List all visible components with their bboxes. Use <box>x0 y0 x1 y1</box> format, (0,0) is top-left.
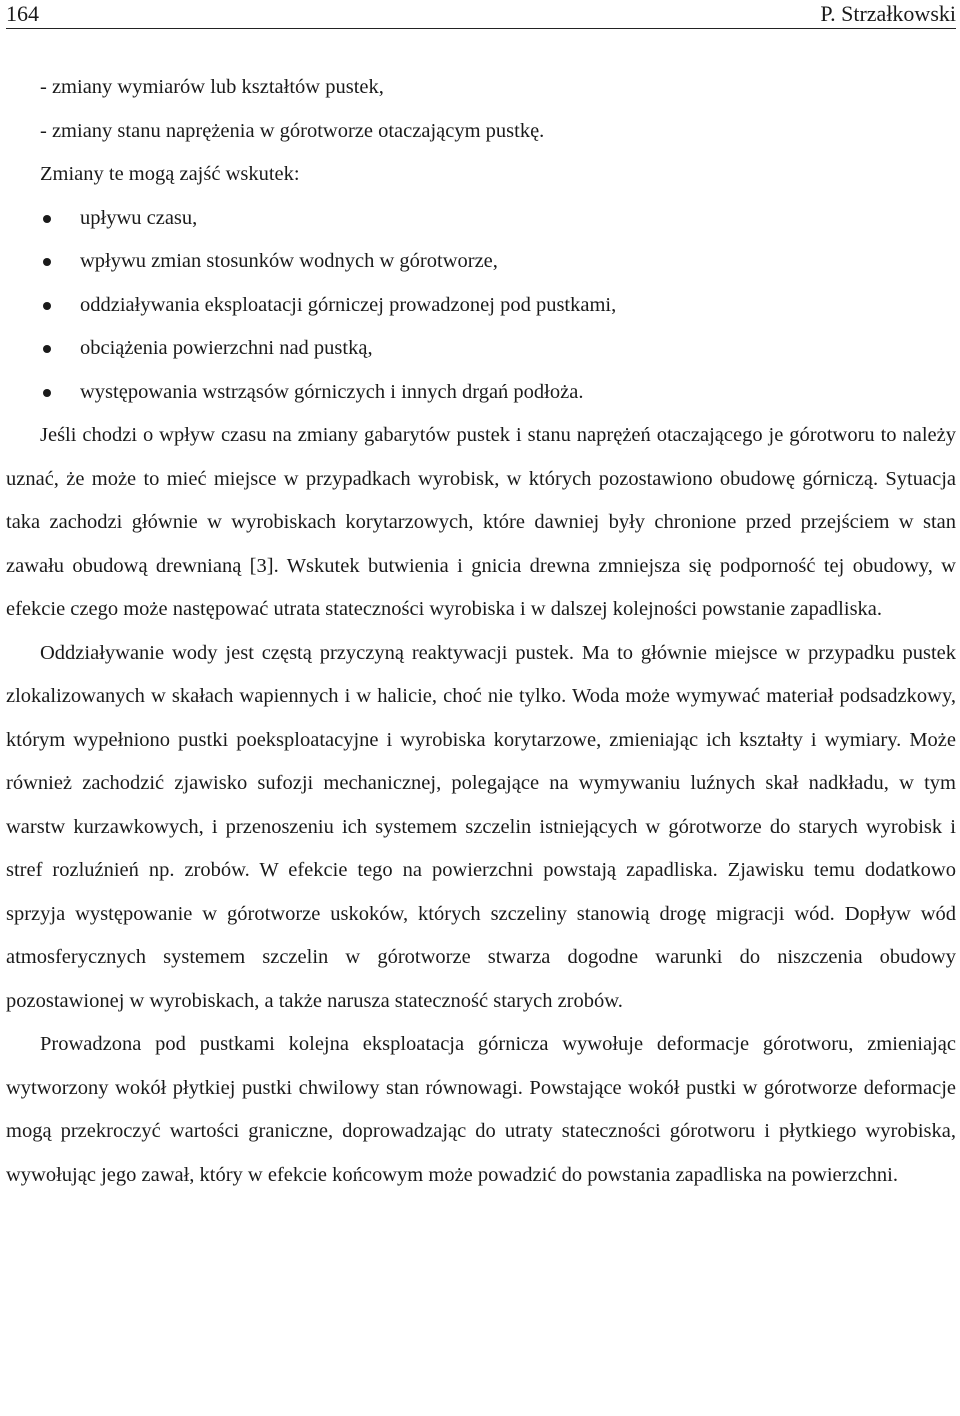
paragraph-mining-effects: Prowadzona pod pustkami kolejna eksploatacja górnicza wywołuje deformacje górotworu, zmieniając wytworzony wokół płytkiej pustki chwilowy stan równowagi. Powstające wokół pustki w górotworze deformacje mogą przekroczyć wartości graniczne, doprowadzając do utraty stateczności górotworu i płytkiego wyrobiska, wywołując jego zawał, który w efekcie końcowym może powadzić do powstania zapadliska na powierzchni. <box>6 1033 956 1186</box>
bullet-icon <box>43 258 51 266</box>
bullet-icon <box>43 389 51 397</box>
list-item-text: upływu czasu, <box>80 206 198 229</box>
list-item-text: występowania wstrząsów górniczych i innych drgań podłoża. <box>80 380 584 403</box>
list-item <box>6 240 956 284</box>
list-item <box>6 327 956 371</box>
body-text <box>6 66 956 1197</box>
list-item <box>6 371 956 415</box>
bullet-icon <box>43 302 51 310</box>
list-item <box>6 197 956 241</box>
bullet-list <box>6 197 956 415</box>
list-intro: Zmiany te mogą zajść wskutek: <box>40 163 300 185</box>
bullet-icon <box>43 345 51 353</box>
dash-item: - zmiany stanu naprężenia w górotworze otaczającym pustkę. <box>40 119 545 142</box>
paragraph-water-effects: Oddziaływanie wody jest częstą przyczyną reaktywacji pustek. Ma to głównie miejsce w przypadku pustek zlokalizowanych w skałach wapiennych i w halicie, choć nie tylko. Woda może wymywać materiał podsadzkowy, którym wypełniono pustki poeksploatacyjne i wyrobiska korytarzowe, zmieniając ich kształty i wymiary. Może również zachodzić zjawisko sufozji mechanicznej, polegające na wymywaniu luźnych skał nadkładu, w tym warstw kurzawkowych, i przenoszeniu ich systemem szczelin istniejących w górotworze do starych wyrobisk i stref rozluźnień np. zrobów. W efekcie tego na powierzchni powstają zapadliska. Zjawisku temu dodatkowo sprzyja występowanie w górotworze uskoków, których szczeliny stanowią drogę migracji wód. Dopływ wód atmosferycznych systemem szczelin w górotworze stwarza dogodne warunki do niszczenia obudowy pozostawionej w wyrobiskach, a także narusza stateczność starych zrobów. <box>6 641 956 1012</box>
running-header-author: P. Strzałkowski <box>820 1 956 26</box>
list-item-text: wpływu zmian stosunków wodnych w górotworze, <box>80 250 498 272</box>
paragraph-time-effects: Jeśli chodzi o wpływ czasu na zmiany gabarytów pustek i stanu naprężeń otaczającego je górotworu to należy uznać, że może to mieć miejsce w przypadkach wyrobisk, w których pozostawiono obudowę górniczą. Sytuacja taka zachodzi głównie w wyrobiskach korytarzowych, które dawniej były chronione przed przejściem w stan zawału obudową drewnianą [3]. Wskutek butwienia i gnicia drewna zmniejsza się podporność tej obudowy, w efekcie czego może następować utrata stateczności wyrobiska i w dalszej kolejności powstanie zapadliska. <box>6 424 956 620</box>
page-number: 164 <box>6 1 39 26</box>
dash-item: - zmiany wymiarów lub kształtów pustek, <box>40 76 384 98</box>
running-header <box>6 0 956 29</box>
list-item <box>6 284 956 328</box>
list-item-text: oddziaływania eksploatacji górniczej prowadzonej pod pustkami, <box>80 293 617 316</box>
list-item-text: obciążenia powierzchni nad pustką, <box>80 337 373 359</box>
bullet-icon <box>43 215 51 223</box>
